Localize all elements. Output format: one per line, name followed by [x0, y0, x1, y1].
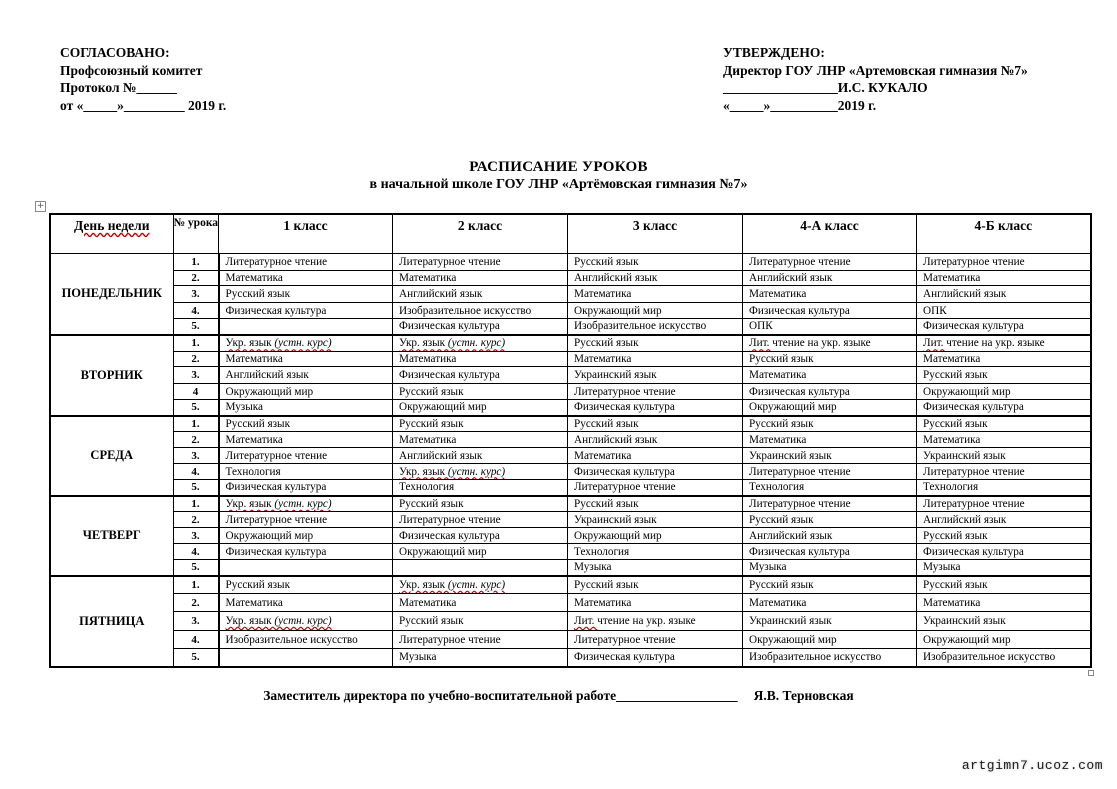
lesson-cell-c4b: ОПК: [917, 303, 1091, 319]
lesson-cell-c4a: Литературное чтение: [743, 496, 917, 512]
lesson-cell-c4a: Математика: [743, 432, 917, 448]
lesson-number-cell: 4.: [173, 303, 219, 319]
table-row: [50, 496, 1091, 512]
lesson-cell-c4a: Математика: [743, 594, 917, 612]
lesson-cell-c3: Литературное чтение: [568, 631, 743, 649]
day-name-cell: ВТОРНИК: [50, 335, 173, 416]
lesson-cell-c2: Окружающий мир: [393, 400, 568, 416]
lesson-cell-c1: Укр. язык (устн. курс): [219, 335, 393, 352]
lesson-cell-c4b: Музыка: [917, 560, 1091, 576]
lesson-number-cell: 4.: [173, 464, 219, 480]
lesson-cell-c4a: Изобразительное искусство: [743, 649, 917, 667]
col-header-class-3: 3 класс: [568, 214, 743, 254]
lesson-cell-c4b: Лит. чтение на укр. языке: [917, 335, 1091, 352]
col-header-day-text: День недели: [73, 218, 150, 233]
day-name-cell: СРЕДА: [50, 416, 173, 496]
approval-block-left: [60, 44, 226, 114]
lesson-cell-c1: [219, 560, 393, 576]
approval-left-title: СОГЛАСОВАНО:: [60, 45, 170, 60]
lesson-cell-c2: Укр. язык (устн. курс): [393, 576, 568, 594]
lesson-cell-c4a: Музыка: [743, 560, 917, 576]
lesson-cell-c2: Математика: [393, 594, 568, 612]
lesson-cell-c1: Математика: [219, 352, 393, 367]
lesson-cell-c2: [393, 560, 568, 576]
lesson-cell-c4b: Украинский язык: [917, 448, 1091, 464]
schedule-body: [50, 254, 1091, 667]
approval-left-date: от «_____»_________ 2019 г.: [60, 97, 227, 113]
lesson-cell-c2: Укр. язык (устн. курс): [393, 335, 568, 352]
table-row: [50, 319, 1091, 335]
title-main: РАСПИСАНИЕ УРОКОВ: [469, 159, 648, 175]
lesson-cell-c1: Окружающий мир: [219, 384, 393, 400]
lesson-cell-c2: Математика: [393, 352, 568, 367]
lesson-cell-c4a: Русский язык: [743, 512, 917, 528]
lesson-cell-c4a: Физическая культура: [743, 303, 917, 319]
lesson-cell-c4a: Математика: [743, 286, 917, 303]
lesson-number-cell: 3.: [173, 612, 219, 631]
lesson-number-cell: 5.: [173, 480, 219, 496]
approval-right-title: УТВЕРЖДЕНО:: [723, 45, 825, 60]
approval-left-org: Профсоюзный комитет: [60, 62, 203, 78]
lesson-cell-c3: Русский язык: [568, 416, 743, 432]
lesson-cell-c1: Математика: [219, 271, 393, 286]
lesson-cell-c2: Литературное чтение: [393, 631, 568, 649]
document-title: [0, 158, 1117, 194]
lesson-cell-c2: Изобразительное искусство: [393, 303, 568, 319]
lesson-cell-c2: Физическая культура: [393, 528, 568, 544]
lesson-cell-c4a: Окружающий мир: [743, 400, 917, 416]
lesson-cell-c4a: Литературное чтение: [743, 254, 917, 271]
lesson-number-cell: 3.: [173, 367, 219, 384]
lesson-cell-c3: Физическая культура: [568, 400, 743, 416]
lesson-cell-c1: Русский язык: [219, 416, 393, 432]
footer-name: Я.В. Терновская: [753, 688, 854, 703]
lesson-cell-c4a: Русский язык: [743, 416, 917, 432]
lesson-cell-c2: Укр. язык (устн. курс): [393, 464, 568, 480]
lesson-number-cell: 4: [173, 384, 219, 400]
lesson-cell-c1: Укр. язык (устн. курс): [219, 612, 393, 631]
lesson-cell-c4b: Окружающий мир: [917, 631, 1091, 649]
table-row: [50, 528, 1091, 544]
lesson-cell-c4a: Английский язык: [743, 528, 917, 544]
table-row: [50, 448, 1091, 464]
lesson-cell-c4b: Физическая культура: [917, 319, 1091, 335]
lesson-cell-c3: Окружающий мир: [568, 303, 743, 319]
lesson-number-cell: 5.: [173, 649, 219, 667]
table-row: [50, 464, 1091, 480]
table-row: [50, 631, 1091, 649]
approval-block-right: [723, 44, 1028, 114]
lesson-cell-c1: [219, 649, 393, 667]
lesson-number-cell: 2.: [173, 352, 219, 367]
table-row: [50, 594, 1091, 612]
lesson-number-cell: 3.: [173, 286, 219, 303]
lesson-number-cell: 1.: [173, 254, 219, 271]
lesson-cell-c4a: Литературное чтение: [743, 464, 917, 480]
lesson-cell-c2: Литературное чтение: [393, 512, 568, 528]
lesson-number-cell: 2.: [173, 432, 219, 448]
lesson-cell-c4b: Русский язык: [917, 416, 1091, 432]
lesson-cell-c2: Русский язык: [393, 384, 568, 400]
lesson-cell-c1: Математика: [219, 432, 393, 448]
lesson-cell-c2: Русский язык: [393, 612, 568, 631]
lesson-cell-c1: Физическая культура: [219, 480, 393, 496]
col-header-class-4b: 4-Б класс: [917, 214, 1091, 254]
lesson-cell-c3: Физическая культура: [568, 464, 743, 480]
lesson-cell-c3: Русский язык: [568, 496, 743, 512]
lesson-cell-c4a: Математика: [743, 367, 917, 384]
lesson-number-cell: 3.: [173, 528, 219, 544]
lesson-cell-c2: Музыка: [393, 649, 568, 667]
lesson-cell-c2: Физическая культура: [393, 319, 568, 335]
lesson-cell-c1: Технология: [219, 464, 393, 480]
lesson-cell-c2: Математика: [393, 432, 568, 448]
approval-right-signature: _________________И.С. КУКАЛО: [723, 80, 928, 95]
lesson-cell-c2: Физическая культура: [393, 367, 568, 384]
lesson-cell-c1: Литературное чтение: [219, 254, 393, 271]
table-row: [50, 303, 1091, 319]
lesson-number-cell: 4.: [173, 544, 219, 560]
lesson-cell-c3: Математика: [568, 448, 743, 464]
lesson-cell-c4b: Физическая культура: [917, 544, 1091, 560]
footer-position: Заместитель директора по учебно-воспитательной работе__________________: [263, 688, 738, 703]
lesson-cell-c3: Математика: [568, 286, 743, 303]
lesson-cell-c4b: Литературное чтение: [917, 254, 1091, 271]
lesson-cell-c1: Русский язык: [219, 576, 393, 594]
lesson-cell-c4b: Русский язык: [917, 576, 1091, 594]
lesson-number-cell: 3.: [173, 448, 219, 464]
lesson-cell-c4b: Изобразительное искусство: [917, 649, 1091, 667]
lesson-cell-c4b: Русский язык: [917, 528, 1091, 544]
lesson-cell-c4a: ОПК: [743, 319, 917, 335]
lesson-cell-c2: Технология: [393, 480, 568, 496]
col-header-day: [50, 214, 173, 254]
lesson-cell-c3: Английский язык: [568, 271, 743, 286]
lesson-number-cell: 5.: [173, 560, 219, 576]
lesson-cell-c4a: Украинский язык: [743, 612, 917, 631]
lesson-cell-c4b: Технология: [917, 480, 1091, 496]
lesson-cell-c1: Изобразительное искусство: [219, 631, 393, 649]
lesson-cell-c4b: Математика: [917, 271, 1091, 286]
lesson-cell-c4a: Физическая культура: [743, 544, 917, 560]
lesson-number-cell: 2.: [173, 271, 219, 286]
lesson-cell-c4a: Окружающий мир: [743, 631, 917, 649]
lesson-cell-c4a: Технология: [743, 480, 917, 496]
table-row: [50, 335, 1091, 352]
table-row: [50, 560, 1091, 576]
table-move-handle-icon[interactable]: +: [36, 201, 45, 211]
lesson-cell-c1: Физическая культура: [219, 544, 393, 560]
lesson-cell-c2: Литературное чтение: [393, 254, 568, 271]
lesson-cell-c3: Английский язык: [568, 432, 743, 448]
lesson-cell-c3: Изобразительное искусство: [568, 319, 743, 335]
lesson-number-cell: 1.: [173, 496, 219, 512]
table-row: [50, 544, 1091, 560]
lesson-number-cell: 5.: [173, 400, 219, 416]
lesson-number-cell: 1.: [173, 416, 219, 432]
lesson-cell-c3: Русский язык: [568, 254, 743, 271]
lesson-number-cell: 5.: [173, 319, 219, 335]
lesson-number-cell: 1.: [173, 576, 219, 594]
lesson-cell-c1: Литературное чтение: [219, 448, 393, 464]
lesson-cell-c4a: Лит. чтение на укр. языке: [743, 335, 917, 352]
day-name-cell: ПЯТНИЦА: [50, 576, 173, 667]
lesson-cell-c3: Русский язык: [568, 335, 743, 352]
lesson-cell-c2: Английский язык: [393, 286, 568, 303]
table-row: [50, 512, 1091, 528]
approval-right-position: Директор ГОУ ЛНР «Артемовская гимназия №7»: [723, 62, 1028, 78]
lesson-cell-c2: Математика: [393, 271, 568, 286]
lesson-cell-c3: Музыка: [568, 560, 743, 576]
col-header-class-2: 2 класс: [393, 214, 568, 254]
table-row: [50, 400, 1091, 416]
lesson-cell-c4b: Математика: [917, 432, 1091, 448]
lesson-cell-c3: Украинский язык: [568, 512, 743, 528]
site-watermark: artgimn7.ucoz.com: [961, 758, 1103, 773]
lesson-cell-c1: Окружающий мир: [219, 528, 393, 544]
col-header-class-1: 1 класс: [219, 214, 393, 254]
table-header-row: [50, 214, 1091, 254]
col-header-class-4a: 4-А класс: [743, 214, 917, 254]
lesson-cell-c1: Физическая культура: [219, 303, 393, 319]
lesson-cell-c1: Литературное чтение: [219, 512, 393, 528]
lesson-cell-c3: Математика: [568, 594, 743, 612]
day-name-cell: ЧЕТВЕРГ: [50, 496, 173, 576]
lesson-cell-c4a: Украинский язык: [743, 448, 917, 464]
approval-right-date: «_____»__________2019 г.: [723, 97, 877, 113]
lesson-cell-c4a: Русский язык: [743, 576, 917, 594]
table-row: [50, 432, 1091, 448]
title-sub: в начальной школе ГОУ ЛНР «Артёмовская гимназия №7»: [369, 177, 748, 192]
lesson-cell-c3: Математика: [568, 352, 743, 367]
lesson-cell-c2: Окружающий мир: [393, 544, 568, 560]
lesson-number-cell: 2.: [173, 594, 219, 612]
lesson-cell-c4b: Математика: [917, 352, 1091, 367]
lesson-cell-c2: Русский язык: [393, 416, 568, 432]
lesson-cell-c1: Английский язык: [219, 367, 393, 384]
lesson-cell-c4b: Физическая культура: [917, 400, 1091, 416]
lesson-cell-c4b: Литературное чтение: [917, 496, 1091, 512]
table-row: [50, 576, 1091, 594]
lesson-cell-c2: Английский язык: [393, 448, 568, 464]
lesson-cell-c4b: Украинский язык: [917, 612, 1091, 631]
lesson-cell-c1: Укр. язык (устн. курс): [219, 496, 393, 512]
lesson-cell-c3: Украинский язык: [568, 367, 743, 384]
lesson-cell-c4a: Английский язык: [743, 271, 917, 286]
lesson-cell-c3: Физическая культура: [568, 649, 743, 667]
lesson-cell-c3: Литературное чтение: [568, 384, 743, 400]
lesson-number-cell: 2.: [173, 512, 219, 528]
col-header-num: № урока: [173, 214, 219, 254]
lesson-cell-c4b: Русский язык: [917, 367, 1091, 384]
lesson-cell-c4a: Физическая культура: [743, 384, 917, 400]
lesson-cell-c3: Русский язык: [568, 576, 743, 594]
schedule-table: [49, 213, 1092, 668]
day-name-cell: ПОНЕДЕЛЬНИК: [50, 254, 173, 335]
lesson-cell-c3: Литературное чтение: [568, 480, 743, 496]
lesson-cell-c4b: Английский язык: [917, 512, 1091, 528]
lesson-cell-c4b: Математика: [917, 594, 1091, 612]
table-row: [50, 480, 1091, 496]
table-row: [50, 367, 1091, 384]
table-row: [50, 384, 1091, 400]
footer-signature: [0, 688, 1117, 704]
lesson-cell-c4b: Окружающий мир: [917, 384, 1091, 400]
table-row: [50, 612, 1091, 631]
lesson-cell-c1: [219, 319, 393, 335]
lesson-cell-c4b: Литературное чтение: [917, 464, 1091, 480]
table-row: [50, 254, 1091, 271]
lesson-cell-c3: Окружающий мир: [568, 528, 743, 544]
table-end-marker: [1088, 670, 1094, 676]
table-row: [50, 352, 1091, 367]
lesson-cell-c4b: Английский язык: [917, 286, 1091, 303]
lesson-cell-c3: Лит. чтение на укр. языке: [568, 612, 743, 631]
table-row: [50, 271, 1091, 286]
lesson-cell-c3: Технология: [568, 544, 743, 560]
approval-left-protocol: Протокол №______: [60, 80, 177, 95]
table-row: [50, 416, 1091, 432]
lesson-cell-c1: Русский язык: [219, 286, 393, 303]
lesson-cell-c1: Математика: [219, 594, 393, 612]
lesson-number-cell: 1.: [173, 335, 219, 352]
lesson-number-cell: 4.: [173, 631, 219, 649]
lesson-cell-c4a: Русский язык: [743, 352, 917, 367]
lesson-cell-c1: Музыка: [219, 400, 393, 416]
table-row: [50, 649, 1091, 667]
lesson-cell-c2: Русский язык: [393, 496, 568, 512]
table-row: [50, 286, 1091, 303]
